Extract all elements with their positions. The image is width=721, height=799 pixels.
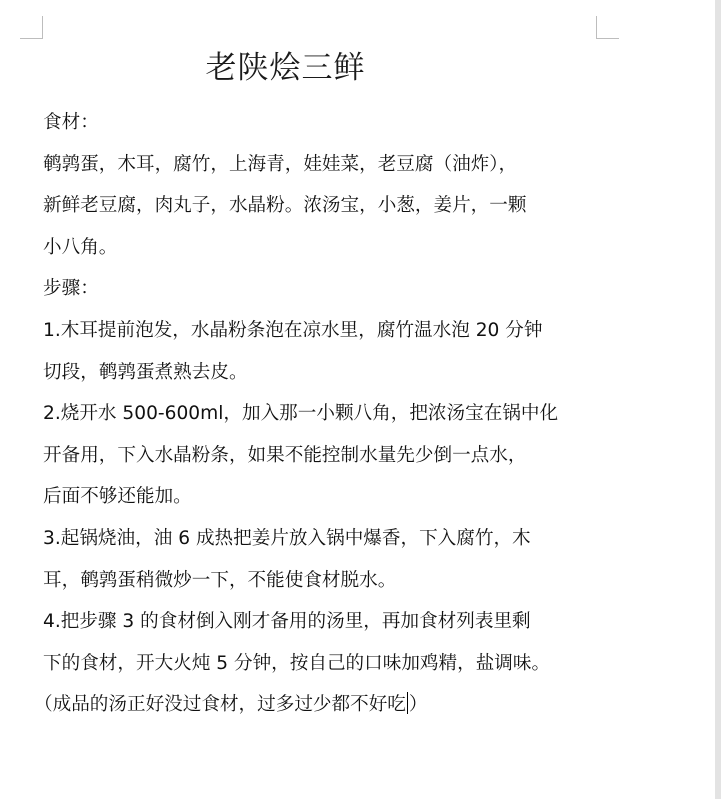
text-line[interactable]: 开备用，下入水晶粉条，如果不能控制水量先少倒一点水，: [43, 444, 527, 466]
text-line[interactable]: 1.木耳提前泡发，水晶粉条泡在凉水里，腐竹温水泡 20 分钟: [43, 319, 543, 341]
text-line[interactable]: 后面不够还能加。: [43, 486, 192, 508]
last-line-text: （成品的汤正好没过食材，过多过少都不好吃: [34, 694, 406, 716]
text-line[interactable]: 2.烧开水 500-600ml，加入那一小颗八角，把浓汤宝在锅中化: [43, 403, 559, 425]
text-line[interactable]: 食材：: [43, 112, 99, 133]
text-line[interactable]: 步骤：: [43, 278, 99, 300]
text-line[interactable]: 3.起锅烧油，油 6 成热把姜片放入锅中爆香，下入腐竹，木: [43, 527, 531, 549]
margin-corner-top-left: [20, 16, 43, 39]
page-edge: [715, 0, 721, 799]
document-body[interactable]: [34, 102, 603, 726]
text-cursor: [407, 692, 408, 714]
text-line[interactable]: 切段，鹌鹑蛋煮熟去皮。: [43, 361, 248, 383]
margin-corner-top-right: [596, 16, 619, 39]
text-line-last[interactable]: [34, 684, 594, 726]
text-line[interactable]: 4.把步骤 3 的食材倒入刚才备用的汤里，再加食材列表里剩: [43, 611, 531, 633]
text-line[interactable]: 新鲜老豆腐，肉丸子，水晶粉。浓汤宝，小葱，姜片，一颗: [43, 195, 527, 217]
last-line-end: ）: [408, 694, 428, 716]
text-line[interactable]: 下的食材，开大火炖 5 分钟，按自己的口味加鸡精，盐调味。: [43, 652, 551, 674]
text-line[interactable]: 耳，鹌鹑蛋稍微炒一下，不能使食材脱水。: [43, 569, 397, 591]
text-line[interactable]: 鹌鹑蛋，木耳，腐竹，上海青，娃娃菜，老豆腐（油炸），: [43, 153, 518, 175]
text-line[interactable]: 小八角。: [43, 236, 118, 258]
document-title[interactable]: 老陕烩三鲜: [205, 50, 366, 86]
